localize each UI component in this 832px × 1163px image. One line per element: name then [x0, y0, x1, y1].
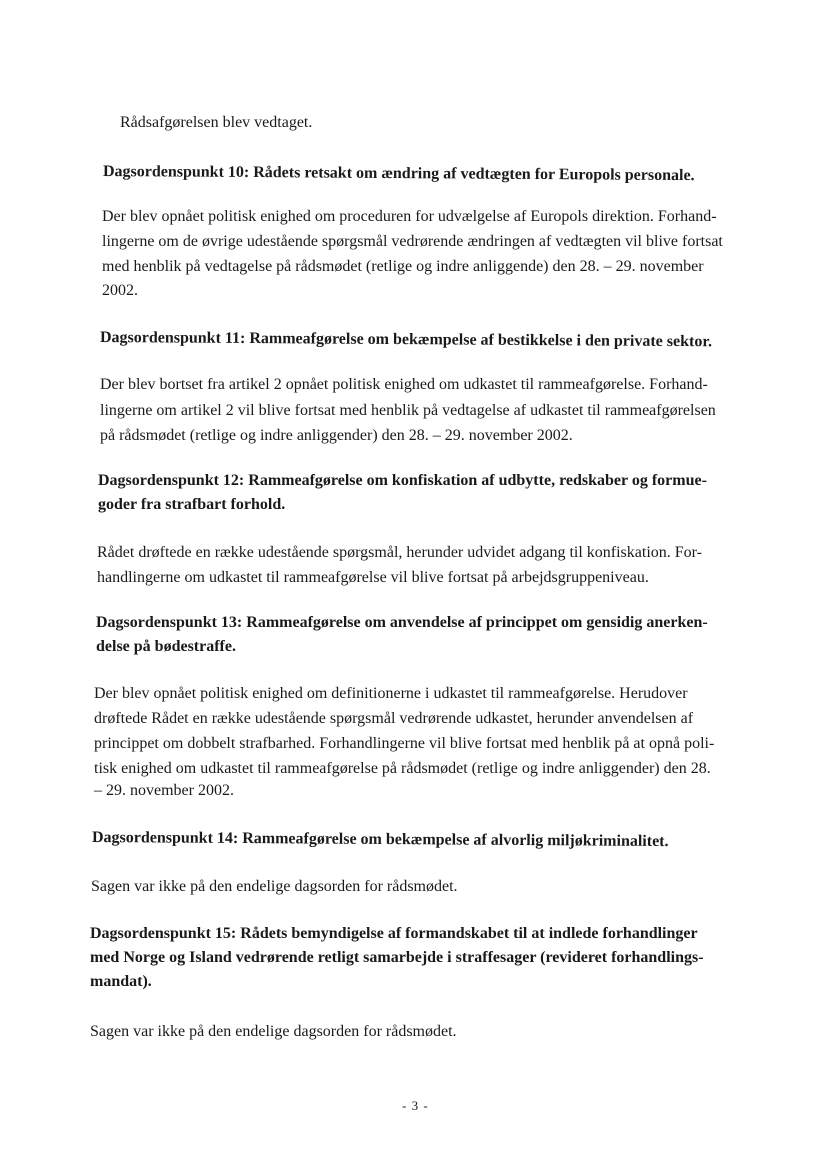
page-number: - 3 -: [402, 1098, 429, 1113]
item-body-line: handlingerne om udkastet til rammeafgørelse vil blive fortsat på arbejdsgruppeniveau.: [97, 569, 649, 586]
item-heading: Dagsordenspunkt 11: Rammeafgørelse om bekæmpelse af bestikkelse i den private sektor.: [99, 329, 713, 351]
item-body-line: tisk enighed om udkastet til rammeafgørelse på rådsmødet (retlige og indre anliggender) den 28.: [94, 760, 711, 777]
item-body-line: Der blev bortset fra artikel 2 opnået politisk enighed om udkastet til rammeafgørelse. Forhand-: [100, 376, 708, 393]
item-heading: Dagsordenspunkt 14: Rammeafgørelse om bekæmpelse af alvorlig miljøkriminalitet.: [91, 829, 669, 851]
item-body-line: Sagen var ikke på den endelige dagsorden for rådsmødet.: [90, 1023, 457, 1040]
item-heading: med Norge og Island vedrørende retligt samarbejde i straffesager (revideret forhandlings-: [90, 949, 704, 966]
item-heading: Dagsordenspunkt 12: Rammeafgørelse om konfiskation af udbytte, redskaber og formue-: [98, 472, 707, 489]
item-body-line: på rådsmødet (retlige og indre anliggender) den 28. – 29. november 2002.: [100, 427, 573, 444]
item-body-line: lingerne om de øvrige udestående spørgsmål vedrørende ændringen af vedtægten vil blive fortsat: [102, 233, 723, 250]
item-body-line: Der blev opnået politisk enighed om proceduren for udvælgelse af Europols direktion. Forhand-: [102, 208, 717, 225]
item-body-line: drøftede Rådet en række udestående spørgsmål vedrørende udkastet, herunder anvendelsen af: [94, 710, 694, 727]
item-body-line: princippet om dobbelt strafbarhed. Forhandlingerne vil blive fortsat med henblik på at opnå poli-: [94, 735, 715, 752]
intro-line: Rådsafgørelsen blev vedtaget.: [120, 114, 313, 131]
item-heading: Dagsordenspunkt 10: Rådets retsakt om ændring af vedtægten for Europols personale.: [102, 163, 695, 185]
item-body-line: Der blev opnået politisk enighed om definitionerne i udkastet til rammeafgørelse. Herudover: [94, 685, 688, 702]
item-body-line: 2002.: [102, 282, 138, 299]
item-body-line: Rådet drøftede en række udestående spørgsmål, herunder udvidet adgang til konfiskation. For-: [97, 544, 703, 561]
item-heading: goder fra strafbart forhold.: [98, 496, 286, 513]
item-heading: delse på bødestraffe.: [96, 638, 236, 655]
item-body-line: lingerne om artikel 2 vil blive fortsat med henblik på vedtagelse af udkastet til rammeafgørelsen: [100, 402, 716, 419]
item-body-line: Sagen var ikke på den endelige dagsorden for rådsmødet.: [91, 878, 458, 895]
item-heading: Dagsordenspunkt 13: Rammeafgørelse om anvendelse af princippet om gensidig anerken-: [96, 614, 708, 631]
item-heading: mandat).: [90, 973, 152, 990]
item-body-line: – 29. november 2002.: [94, 782, 234, 799]
item-body-line: med henblik på vedtagelse på rådsmødet (retlige og indre anliggende) den 28. – 29. november: [102, 258, 704, 275]
item-heading: Dagsordenspunkt 15: Rådets bemyndigelse af formandskabet til at indlede forhandlinger: [90, 925, 698, 942]
